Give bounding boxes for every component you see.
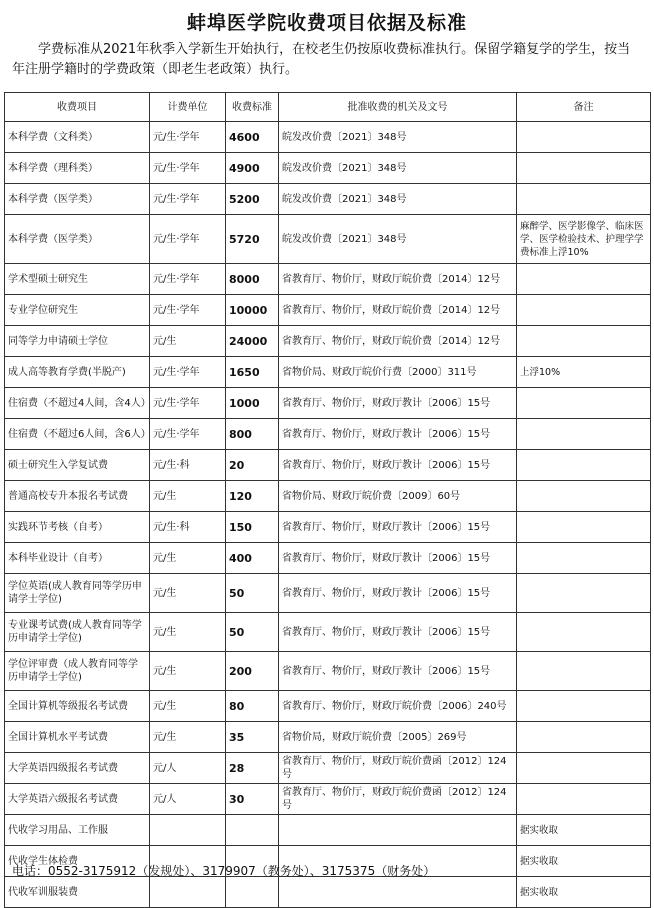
table-row <box>5 153 651 184</box>
cell-amount: 28 <box>226 753 279 784</box>
cell-note <box>517 450 651 481</box>
cell-unit: 元/生·学年 <box>150 388 226 419</box>
table-row <box>5 295 651 326</box>
cell-amount: 800 <box>226 419 279 450</box>
cell-note <box>517 122 651 153</box>
cell-unit: 元/生·学年 <box>150 122 226 153</box>
cell-item: 全国计算机水平考试费 <box>5 722 150 753</box>
table-row <box>5 215 651 264</box>
table-row <box>5 722 651 753</box>
cell-unit <box>150 877 226 908</box>
table-row <box>5 388 651 419</box>
cell-authority: 省教育厅、物价厅，财政厅皖价费〔2014〕12号 <box>279 326 517 357</box>
cell-note <box>517 574 651 613</box>
table-body <box>5 122 651 908</box>
intro-paragraph: 学费标准从2021年秋季入学新生开始执行，在校老生仍按原收费标准执行。保留学籍复学的学生，按当年注册学籍时的学费政策（即老生老政策）执行。 <box>12 42 631 77</box>
cell-item: 专业学位研究生 <box>5 295 150 326</box>
cell-unit: 元/生·科 <box>150 450 226 481</box>
table-header-row <box>5 93 651 122</box>
cell-unit: 元/生 <box>150 543 226 574</box>
cell-unit: 元/生 <box>150 652 226 691</box>
cell-unit: 元/人 <box>150 753 226 784</box>
cell-unit: 元/生 <box>150 326 226 357</box>
table-row <box>5 613 651 652</box>
table-row <box>5 574 651 613</box>
cell-note <box>517 419 651 450</box>
cell-note <box>517 481 651 512</box>
cell-authority: 省物价局、财政厅皖价费〔2009〕60号 <box>279 481 517 512</box>
header-unit: 计费单位 <box>150 93 226 122</box>
cell-note: 上浮10% <box>517 357 651 388</box>
cell-note <box>517 753 651 784</box>
table-row <box>5 481 651 512</box>
cell-authority: 省教育厅、物价厅，财政厅教计〔2006〕15号 <box>279 574 517 613</box>
cell-note <box>517 184 651 215</box>
cell-item: 本科学费（理科类） <box>5 153 150 184</box>
cell-amount: 8000 <box>226 264 279 295</box>
cell-amount <box>226 815 279 846</box>
cell-amount: 200 <box>226 652 279 691</box>
cell-item: 同等学力申请硕士学位 <box>5 326 150 357</box>
cell-authority: 省教育厅、物价厅，财政厅教计〔2006〕15号 <box>279 652 517 691</box>
table-row <box>5 815 651 846</box>
cell-unit: 元/生 <box>150 481 226 512</box>
table-row <box>5 264 651 295</box>
cell-note: 据实收取 <box>517 846 651 877</box>
cell-note <box>517 512 651 543</box>
cell-authority: 省教育厅、物价厅，财政厅皖价费〔2014〕12号 <box>279 264 517 295</box>
cell-note <box>517 722 651 753</box>
table-row <box>5 512 651 543</box>
table-row <box>5 691 651 722</box>
cell-item: 代收学习用品、工作服 <box>5 815 150 846</box>
cell-note <box>517 264 651 295</box>
cell-amount: 400 <box>226 543 279 574</box>
cell-note <box>517 326 651 357</box>
cell-authority: 省教育厅、物价厅，财政厅教计〔2006〕15号 <box>279 388 517 419</box>
cell-item: 成人高等教育学费(半脱产) <box>5 357 150 388</box>
cell-authority: 省教育厅、物价厅，财政厅皖价费函〔2012〕124号 <box>279 784 517 815</box>
cell-authority <box>279 877 517 908</box>
cell-item: 代收学生体检费 <box>5 846 150 877</box>
cell-amount: 10000 <box>226 295 279 326</box>
cell-amount: 50 <box>226 574 279 613</box>
cell-unit: 元/生·学年 <box>150 419 226 450</box>
cell-note <box>517 295 651 326</box>
cell-amount: 30 <box>226 784 279 815</box>
cell-authority: 皖发改价费〔2021〕348号 <box>279 184 517 215</box>
cell-authority: 省教育厅、物价厅，财政厅皖价费〔2014〕12号 <box>279 295 517 326</box>
cell-unit: 元/生·科 <box>150 512 226 543</box>
page-title: 蚌埠医学院收费项目依据及标准 <box>186 12 467 34</box>
contact-footer: 电话：0552-3175912（发规处）、3179907（教务处）、3175375（财务处） <box>12 864 436 878</box>
cell-authority: 省教育厅、物价厅，财政厅教计〔2006〕15号 <box>279 512 517 543</box>
cell-note <box>517 691 651 722</box>
cell-item: 大学英语六级报名考试费 <box>5 784 150 815</box>
cell-note: 麻醉学、医学影像学、临床医学、医学检验技术、护理学学费标准上浮10% <box>517 215 651 264</box>
cell-unit <box>150 815 226 846</box>
table-row <box>5 543 651 574</box>
cell-item: 大学英语四级报名考试费 <box>5 753 150 784</box>
cell-authority: 皖发改价费〔2021〕348号 <box>279 215 517 264</box>
cell-item: 本科毕业设计（自考） <box>5 543 150 574</box>
cell-unit: 元/生·学年 <box>150 184 226 215</box>
cell-unit: 元/生 <box>150 613 226 652</box>
table-row <box>5 122 651 153</box>
cell-amount: 120 <box>226 481 279 512</box>
header-amount: 收费标准 <box>226 93 279 122</box>
cell-amount: 24000 <box>226 326 279 357</box>
cell-note <box>517 652 651 691</box>
cell-note <box>517 784 651 815</box>
cell-note: 据实收取 <box>517 877 651 908</box>
cell-unit: 元/人 <box>150 784 226 815</box>
cell-item: 住宿费（不超过6人间，含6人） <box>5 419 150 450</box>
cell-item: 本科学费（医学类） <box>5 215 150 264</box>
table-row <box>5 419 651 450</box>
cell-authority: 省教育厅、物价厅，财政厅皖价费函〔2012〕124号 <box>279 753 517 784</box>
table-row <box>5 753 651 784</box>
cell-item: 硕士研究生入学复试费 <box>5 450 150 481</box>
cell-item: 本科学费（文科类） <box>5 122 150 153</box>
table-row <box>5 357 651 388</box>
cell-item: 学位评审费（成人教育同等学历申请学士学位) <box>5 652 150 691</box>
cell-amount: 4900 <box>226 153 279 184</box>
cell-amount <box>226 877 279 908</box>
cell-item: 专业课考试费(成人教育同等学历申请学士学位) <box>5 613 150 652</box>
cell-note: 据实收取 <box>517 815 651 846</box>
cell-unit: 元/生·学年 <box>150 215 226 264</box>
cell-authority: 省物价局，财政厅皖价费〔2005〕269号 <box>279 722 517 753</box>
cell-note <box>517 153 651 184</box>
cell-item: 学术型硕士研究生 <box>5 264 150 295</box>
cell-amount: 80 <box>226 691 279 722</box>
table-row <box>5 450 651 481</box>
cell-item: 全国计算机等级报名考试费 <box>5 691 150 722</box>
cell-amount: 5720 <box>226 215 279 264</box>
cell-authority: 省教育厅、物价厅，财政厅教计〔2006〕15号 <box>279 543 517 574</box>
cell-unit: 元/生 <box>150 722 226 753</box>
cell-note <box>517 388 651 419</box>
cell-authority: 省教育厅、物价厅，财政厅皖价费〔2006〕240号 <box>279 691 517 722</box>
cell-item: 学位英语(成人教育同等学历申请学士学位) <box>5 574 150 613</box>
cell-item: 实践环节考核（自考） <box>5 512 150 543</box>
table-row <box>5 326 651 357</box>
cell-authority: 省教育厅、物价厅，财政厅教计〔2006〕15号 <box>279 613 517 652</box>
cell-authority: 省物价局、财政厅皖价行费〔2000〕311号 <box>279 357 517 388</box>
cell-amount: 35 <box>226 722 279 753</box>
table-row <box>5 652 651 691</box>
cell-amount: 1000 <box>226 388 279 419</box>
cell-unit: 元/生·学年 <box>150 153 226 184</box>
cell-authority: 省教育厅、物价厅，财政厅教计〔2006〕15号 <box>279 419 517 450</box>
cell-amount: 5200 <box>226 184 279 215</box>
cell-note <box>517 613 651 652</box>
table-row <box>5 784 651 815</box>
cell-authority: 皖发改价费〔2021〕348号 <box>279 153 517 184</box>
table-row <box>5 184 651 215</box>
header-item: 收费项目 <box>5 93 150 122</box>
cell-amount: 4600 <box>226 122 279 153</box>
cell-item: 代收军训服装费 <box>5 877 150 908</box>
cell-amount: 20 <box>226 450 279 481</box>
header-note: 备注 <box>517 93 651 122</box>
cell-amount: 50 <box>226 613 279 652</box>
cell-unit: 元/生·学年 <box>150 295 226 326</box>
table-row <box>5 877 651 908</box>
cell-item: 住宿费（不超过4人间，含4人） <box>5 388 150 419</box>
cell-authority: 皖发改价费〔2021〕348号 <box>279 122 517 153</box>
fee-table <box>4 92 651 908</box>
cell-authority <box>279 815 517 846</box>
cell-item: 本科学费（医学类） <box>5 184 150 215</box>
cell-note <box>517 543 651 574</box>
cell-item: 普通高校专升本报名考试费 <box>5 481 150 512</box>
cell-unit: 元/生 <box>150 691 226 722</box>
header-authority: 批准收费的机关及文号 <box>279 93 517 122</box>
cell-unit: 元/生·学年 <box>150 357 226 388</box>
cell-amount: 150 <box>226 512 279 543</box>
cell-unit: 元/生·学年 <box>150 264 226 295</box>
cell-unit: 元/生 <box>150 574 226 613</box>
cell-authority: 省教育厅、物价厅，财政厅教计〔2006〕15号 <box>279 450 517 481</box>
cell-amount: 1650 <box>226 357 279 388</box>
